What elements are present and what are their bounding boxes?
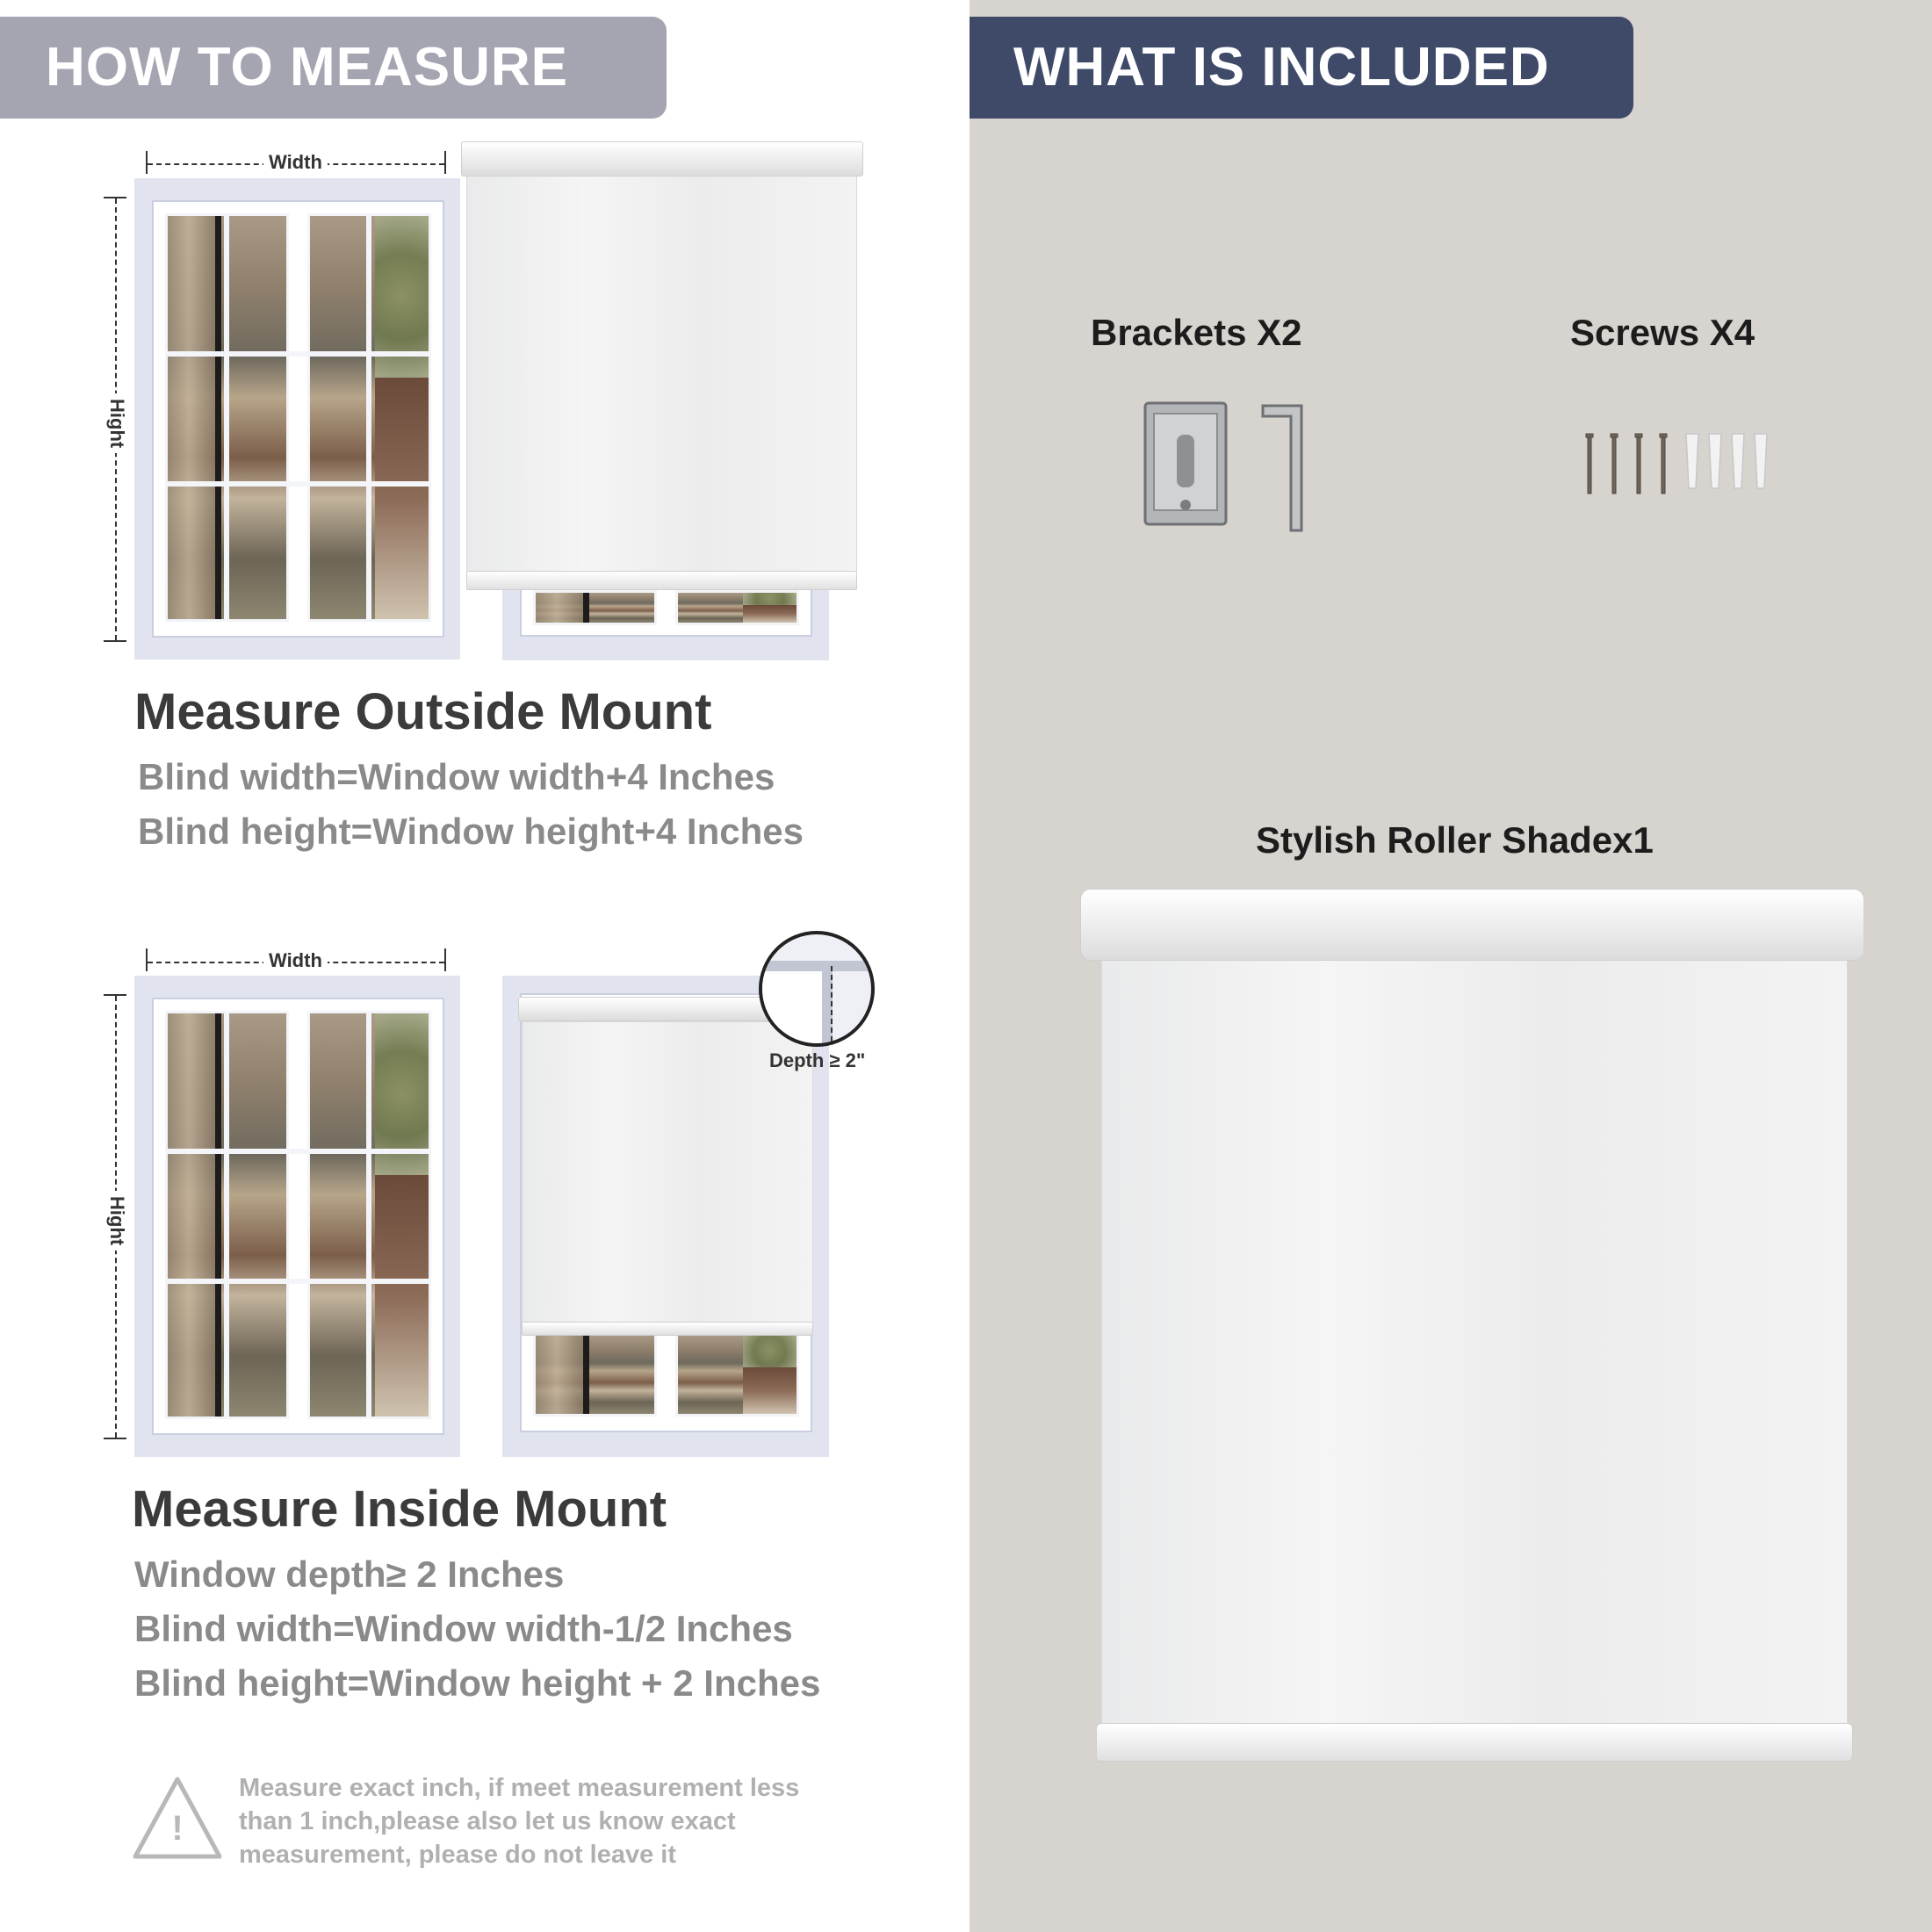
warning-note: Measure exact inch, if meet measurement less than 1 inch,please also let us know exact measurement, please do not leave it bbox=[239, 1774, 800, 1869]
inside-mount-line-3: Blind height=Window height + 2 Inches bbox=[134, 1662, 821, 1704]
depth-label: Depth ≥ 2" bbox=[769, 1049, 866, 1071]
shade-bottom-bar bbox=[466, 571, 857, 590]
outside-mount-shade bbox=[466, 172, 857, 578]
inside-mount-line-2: Blind width=Window width-1/2 Inches bbox=[134, 1608, 793, 1649]
how-to-measure-banner: HOW TO MEASURE bbox=[0, 17, 667, 119]
width-label: Width bbox=[263, 151, 328, 174]
inside-shade-bottom-bar bbox=[522, 1322, 813, 1336]
height-label: Hight bbox=[105, 1191, 128, 1251]
warning-icon bbox=[132, 1774, 223, 1862]
depth-magnifier bbox=[759, 931, 875, 1047]
shade-cassette bbox=[461, 141, 863, 177]
roller-shade-cassette bbox=[1080, 889, 1864, 961]
height-tick-bottom bbox=[104, 640, 126, 642]
roller-shade-bottom-bar bbox=[1096, 1723, 1853, 1762]
window-sash bbox=[152, 998, 444, 1435]
screws-label: Screws X4 bbox=[1570, 312, 1755, 353]
width-label: Width bbox=[263, 949, 328, 972]
inside-mount-line-1: Window depth≥ 2 Inches bbox=[134, 1554, 565, 1595]
outside-mount-heading: Measure Outside Mount bbox=[134, 683, 712, 740]
brackets-label: Brackets X2 bbox=[1091, 312, 1302, 353]
screws-icon bbox=[1581, 430, 1774, 501]
width-tick-right bbox=[444, 948, 446, 971]
height-label: Hight bbox=[105, 393, 128, 453]
warning-symbol: ! bbox=[171, 1809, 184, 1848]
inside-mount-heading: Measure Inside Mount bbox=[132, 1481, 667, 1538]
height-tick-bottom bbox=[104, 1438, 126, 1439]
outside-mount-line-1: Blind width=Window width+4 Inches bbox=[138, 756, 775, 797]
bracket-front-icon bbox=[1142, 400, 1229, 528]
window-sash bbox=[152, 200, 444, 638]
outside-mount-line-2: Blind height=Window height+4 Inches bbox=[138, 811, 804, 852]
width-tick-left bbox=[146, 948, 148, 971]
roller-shade-fabric bbox=[1101, 953, 1848, 1739]
width-tick-left bbox=[146, 151, 148, 174]
what-is-included-banner: WHAT IS INCLUDED bbox=[970, 17, 1633, 119]
roller-shade-label: Stylish Roller Shadex1 bbox=[1256, 819, 1654, 861]
width-tick-right bbox=[444, 151, 446, 174]
bracket-side-icon bbox=[1259, 402, 1305, 534]
